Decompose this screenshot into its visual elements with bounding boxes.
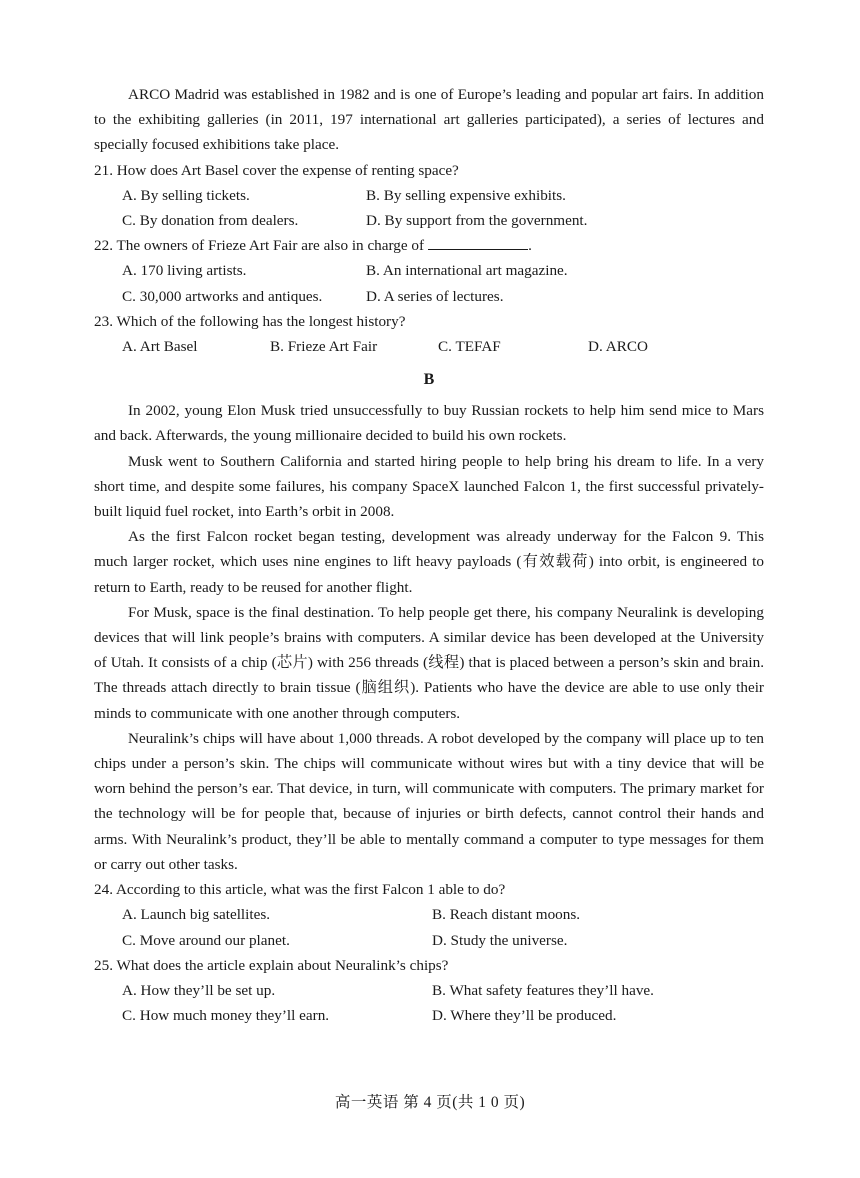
question-23-text: 23. Which of the following has the longest history? [94, 312, 406, 330]
q24-option-a: A. Launch big satellites. [122, 906, 271, 924]
passage-b-paragraph-3: As the first Falcon rocket began testing, development was already underway for the Falcon 9. This much larger rocket, which uses nine engines to lift heavy payloads (有效载荷) into orbit, is engineered to return to Earth, ready to be reused for another flight. [94, 528, 764, 596]
q23-option-c: C. TEFAF [438, 338, 501, 356]
question-22-text: 22. The owners of Frieze Art Fair are also in charge of [94, 237, 425, 255]
page-content [94, 82, 764, 1028]
q22-option-a: A. 170 living artists. [122, 262, 247, 280]
q25-option-d: D. Where they’ll be produced. [432, 1007, 617, 1025]
question-25-text: 25. What does the article explain about Neuralink’s chips? [94, 956, 449, 974]
question-21-options-row-2 [94, 208, 764, 233]
question-23 [94, 309, 764, 359]
question-23-options [94, 334, 764, 359]
q21-option-d: D. By support from the government. [366, 212, 588, 230]
answer-blank [428, 235, 528, 250]
q24-option-c: C. Move around our planet. [122, 931, 290, 949]
question-22-options-row-1 [94, 258, 764, 283]
q25-option-b: B. What safety features they’ll have. [432, 981, 654, 999]
q21-option-c: C. By donation from dealers. [122, 212, 299, 230]
question-25-options-row-1 [94, 978, 764, 1003]
question-21-options-row-1 [94, 183, 764, 208]
q23-option-b: B. Frieze Art Fair [270, 338, 378, 356]
q24-option-d: D. Study the universe. [432, 931, 568, 949]
q25-option-a: A. How they’ll be set up. [122, 981, 276, 999]
question-24-text: 24. According to this article, what was the first Falcon 1 able to do? [94, 881, 506, 899]
q23-option-a: A. Art Basel [122, 338, 198, 356]
question-22-options-row-2 [94, 284, 764, 309]
q24-option-b: B. Reach distant moons. [432, 906, 581, 924]
q22-option-b: B. An international art magazine. [366, 262, 568, 280]
passage-b-paragraph-2: Musk went to Southern California and started hiring people to help bring his dream to life. In a very short time, and despite some failures, his company SpaceX launched Falcon 1, the first successful privately-built liquid fuel rocket, into Earth’s orbit in 2008. [94, 452, 764, 521]
passage-b-paragraph-1: In 2002, young Elon Musk tried unsuccessfully to buy Russian rockets to help him send mice to Mars and back. Afterwards, the young millionaire decided to build his own rockets. [94, 402, 764, 445]
passage-b-paragraph-5: Neuralink’s chips will have about 1,000 threads. A robot developed by the company will place up to ten chips under a person’s skin. The chips will communicate without wires but with a tiny device that will be worn behind the person’s ear. That device, in turn, will communicate with computers. The primary market for the technology will be for people that, because of injuries or birth defects, cannot control their hands and arms. With Neuralink’s product, they’ll be able to mentally command a computer to type messages for them or carry out other tasks. [94, 729, 764, 873]
q21-option-b: B. By selling expensive exhibits. [366, 186, 566, 204]
passage-b-paragraph-4: For Musk, space is the final destination. To help people get there, his company Neuralink is developing devices that will link people’s brains with computers. A similar device has been developed at the University of Utah. It consists of a chip (芯片) with 256 threads (线程) that is placed between a person’s skin and brain. The threads attach directly to brain tissue (脑组织). Patients who have the device are able to use only their minds to communicate with one another through computers. [94, 603, 764, 722]
q23-option-d: D. ARCO [588, 338, 648, 356]
question-21-text: 21. How does Art Basel cover the expense of renting space? [94, 161, 459, 179]
q22-option-c: C. 30,000 artworks and antiques. [122, 287, 323, 305]
question-25-options-row-2 [94, 1003, 764, 1028]
question-22-end: . [528, 237, 532, 255]
question-25 [94, 953, 764, 1029]
question-24-options-row-2 [94, 928, 764, 953]
question-22-line [94, 233, 764, 258]
intro-paragraph: ARCO Madrid was established in 1982 and is one of Europe’s leading and popular art fairs. In addition to the exhibiting galleries (in 2011, 197 international art galleries participated), a series of lectures and specially focused exhibitions take place. [94, 86, 764, 154]
question-21 [94, 158, 764, 234]
q22-option-d: D. A series of lectures. [366, 287, 504, 305]
question-24 [94, 877, 764, 953]
question-24-options-row-1 [94, 902, 764, 927]
question-22 [94, 233, 764, 309]
q21-option-a: A. By selling tickets. [122, 186, 250, 204]
page-footer: 高一英语 第 4 页(共 1 0 页) [334, 1094, 526, 1111]
section-heading-b: B [423, 371, 435, 389]
q25-option-c: C. How much money they’ll earn. [122, 1007, 330, 1025]
